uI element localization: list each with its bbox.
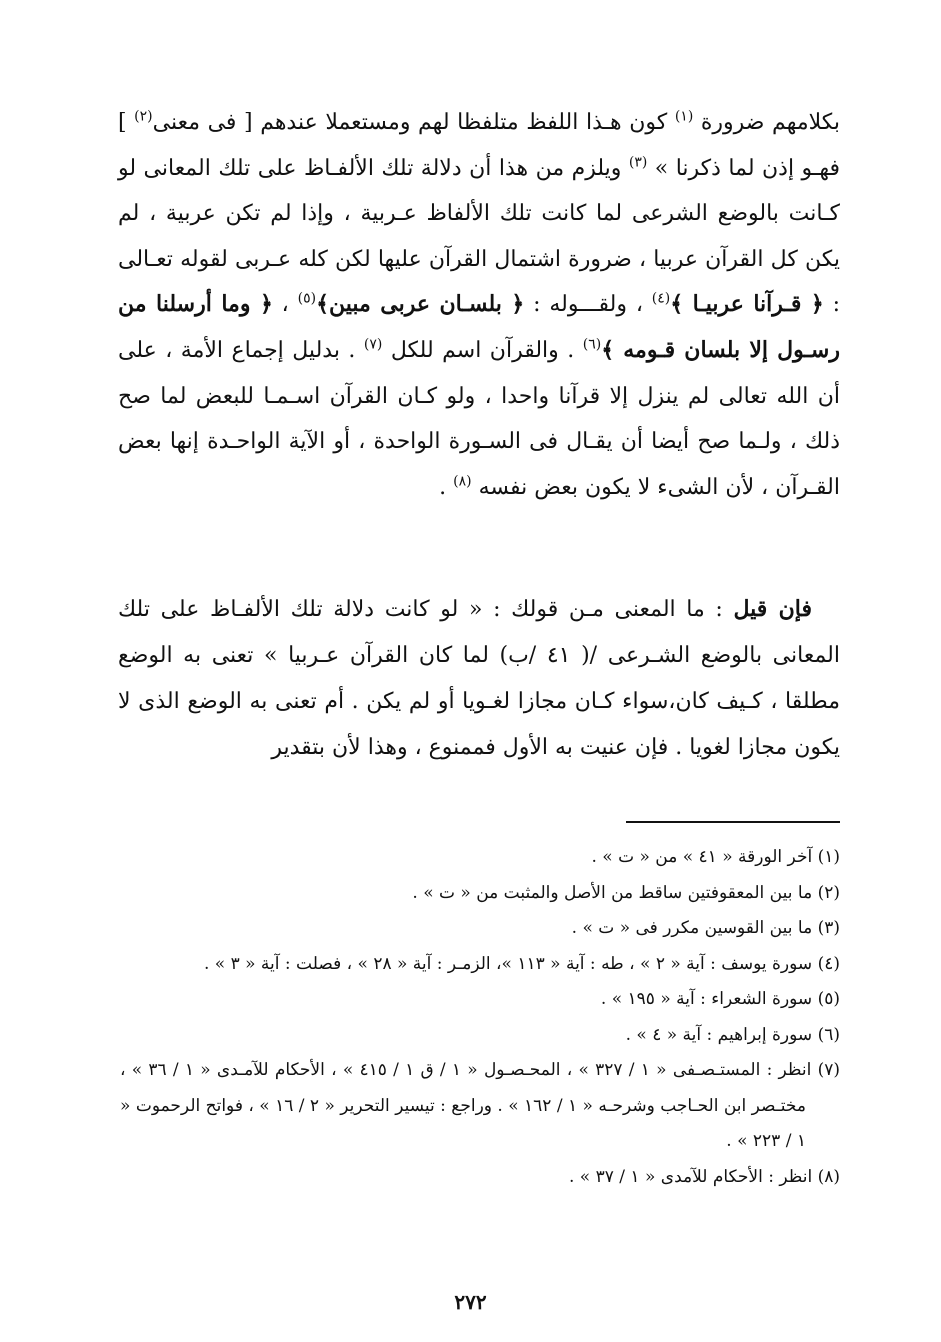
footnote-3: (٣) ما بين القوسين مكرر فى « ت » .	[571, 918, 840, 938]
text-run: ] فهـو إذن لما ذكرنا »	[118, 110, 840, 181]
footnote-1: (١) آخر الورقة « ٤١ » من « ت » .	[591, 847, 840, 867]
paragraph-1	[118, 100, 840, 510]
footnote-5: (٥) سورة الشعراء : آية « ١٩٥ » .	[600, 989, 840, 1009]
footnote-ref-3: (٣)	[628, 154, 648, 171]
quran-quote-3: ﴿ وما أرسلنا من رسـول إلا بلسان قـومه ﴾	[118, 291, 840, 363]
text-run: : ما المعنى مـن قولك : « لو كانت دلالة تلك الألفـاظ على تلك المعانى بالوضع الشـرعى /( ٤١ /ب) لما كان القرآن عـربيا » تعنى به الوضع مطلقا ، كـيف كان،سواء كـان مجازا لغـويا أو لم يكن . أم تعنى به الوضع الذى لا يكون مجازا لغويا . فإن عنيت به الأول فممنوع ، وهذا لأن بتقدير	[118, 597, 840, 760]
footnotes	[120, 840, 840, 1195]
footnote-ref-8: (٨)	[453, 473, 472, 490]
footnote-6: (٦) سورة إبراهيم : آية « ٤ » .	[625, 1024, 840, 1045]
footnote-ref-7: (٧)	[363, 336, 383, 353]
text-run: بكلامهم ضرورة	[693, 110, 841, 135]
footnote-ref-1: (١)	[674, 108, 694, 125]
page-number: ٢٧٢	[454, 1290, 487, 1314]
second-paragraph	[118, 586, 840, 771]
footnote-7: (٧) انظر : المستـصـفى « ١ / ٣٢٧ » ، المحـصـول « ١ / ق ١ / ٤١٥ » ، الأحكام للآمـدى « ١ / ٣٦ » ، مختـصر ابن الحـاجب وشرحـه « ١ / ١٦٢ » . وراجع : تيسير التحرير « ٢ / ١٦ » ، فواتح الرحموت « ١ / ٢٢٣ » .	[120, 1060, 840, 1151]
quran-quote-1: ﴿ قـرآنا عربيـا ﴾	[670, 291, 824, 318]
text-run: ، ولقـــوله :	[524, 292, 652, 318]
footnote-ref-2: (٢)	[134, 108, 153, 125]
footnote-2: (٢) ما بين المعقوفتين ساقط من الأصل والمثبت من « ت » .	[412, 882, 840, 903]
footnote-4: (٤) سورة يوسف : آية « ٢ » ، طه : آية « ١١٣ »، الزمـر : آية « ٢٨ » ، فصلت : آية « ٣ » .	[203, 953, 840, 974]
quran-quote-2: ﴿ بلسـان عربى مبين﴾	[316, 291, 525, 318]
paragraph-2	[118, 586, 840, 771]
text-run: ويلزم من هذا أن دلالة تلك الألفـاظ على تلك المعانى لو كـانت بالوضع الشرعى لما كانت تلك الألفاظ عـربية ، وإذا لم تكن عربية ، لم يكن كل القرآن عربيا ، ضرورة اشتمال القرآن عليها لكن كله عـربى لقوله تعـالى :	[118, 155, 841, 318]
text-run: ،	[272, 292, 298, 318]
text-run: . بدليل إجماع الأمة ، على أن الله تعالى لم ينزل إلا قرآنا واحدا ، ولو كـان القرآن اسـمـا للبعض لما صح ذلك ، ولـما صح أيضا أن يقـال فى السـورة الواحدة ، أو الآية الواحـدة إنها بعض القـرآن ، لأن الشىء لا يكون بعض نفسه	[118, 337, 840, 500]
text-run: كون هـذا اللفظ متلفظا لهم ومستعملا عندهم [ فى معنى	[152, 110, 675, 135]
footnote-ref-6: (٦)	[582, 336, 602, 353]
text-run: . والقرآن اسم للكل	[382, 337, 583, 363]
footnote-8: (٨) انظر : الأحكام للآمدى « ١ / ٣٧ » .	[568, 1166, 840, 1187]
paragraph-lead: فإن قيل	[733, 596, 813, 622]
footnote-ref-5: (٥)	[297, 291, 317, 308]
main-paragraph	[118, 100, 840, 510]
footnote-divider	[626, 821, 840, 823]
footnote-ref-4: (٤)	[651, 291, 671, 308]
text-run: .	[439, 474, 454, 500]
